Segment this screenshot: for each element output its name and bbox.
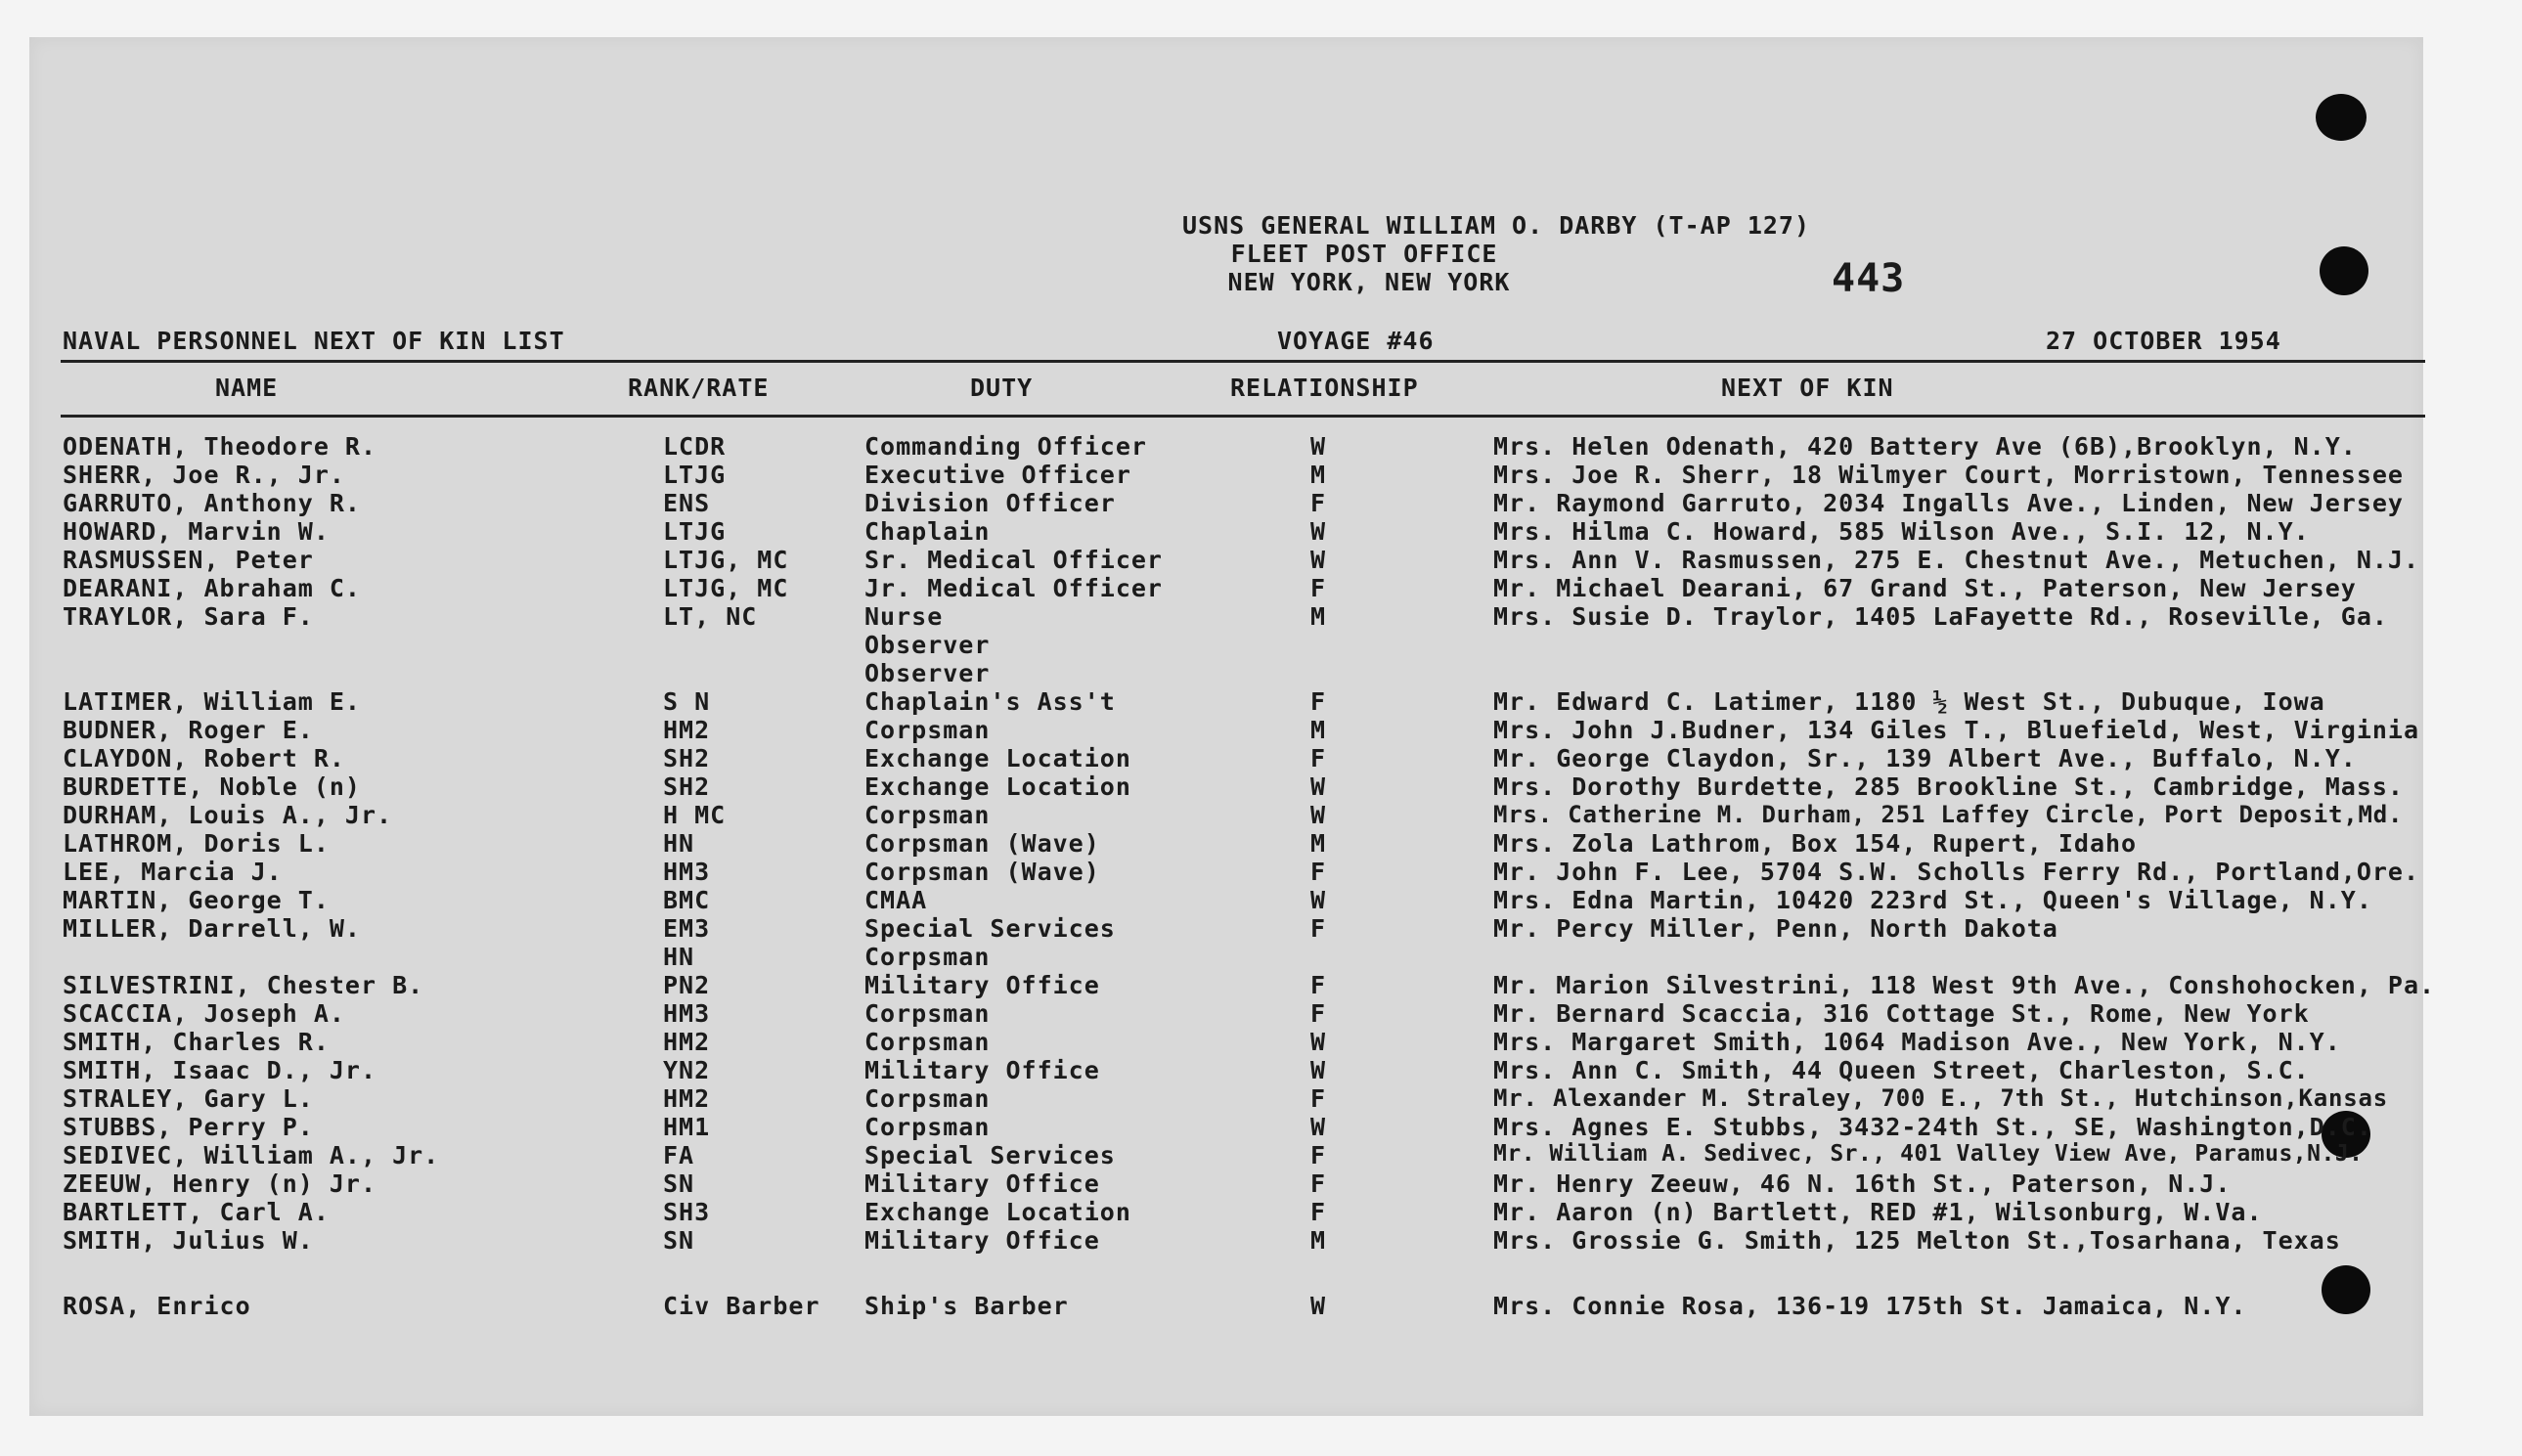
personnel-name: ROSA, Enrico: [63, 1292, 251, 1320]
next-of-kin: Mrs. Margaret Smith, 1064 Madison Ave., New York, N.Y.: [1493, 1028, 2341, 1056]
next-of-kin: Mr. Edward C. Latimer, 1180 ½ West St., Dubuque, Iowa: [1493, 687, 2325, 716]
rank-rate: LTJG, MC: [663, 574, 789, 602]
table-row: [0, 489, 2522, 518]
personnel-name: LEE, Marcia J.: [63, 858, 283, 886]
table-row: [0, 546, 2522, 575]
table-row: [0, 1141, 2522, 1170]
table-row: [0, 687, 2522, 717]
next-of-kin: Mrs. Grossie G. Smith, 125 Melton St.,Tosarhana, Texas: [1493, 1226, 2341, 1255]
table-row: [0, 631, 2522, 660]
table-row: [0, 1084, 2522, 1114]
table-row: [0, 574, 2522, 603]
personnel-name: STUBBS, Perry P.: [63, 1113, 314, 1141]
rank-rate: YN2: [663, 1056, 711, 1084]
personnel-name: SMITH, Charles R.: [63, 1028, 330, 1056]
rank-rate: SN: [663, 1226, 695, 1255]
rank-rate: ENS: [663, 489, 711, 517]
rank-rate: LT, NC: [663, 602, 758, 631]
column-header-relationship: RELATIONSHIP: [1230, 374, 1419, 402]
next-of-kin: Mrs. Hilma C. Howard, 585 Wilson Ave., S.I. 12, N.Y.: [1493, 517, 2310, 546]
duty: Division Officer: [864, 489, 1116, 517]
personnel-name: HOWARD, Marvin W.: [63, 517, 330, 546]
rank-rate: LTJG: [663, 517, 727, 546]
duty: Chaplain: [864, 517, 991, 546]
relationship: W: [1310, 886, 1327, 914]
duty: Corpsman: [864, 999, 991, 1028]
personnel-name: SCACCIA, Joseph A.: [63, 999, 345, 1028]
next-of-kin: Mrs. Agnes E. Stubbs, 3432-24th St., SE, Washington,D.C.: [1493, 1113, 2372, 1141]
personnel-name: RASMUSSEN, Peter: [63, 546, 314, 574]
personnel-name: GARRUTO, Anthony R.: [63, 489, 361, 517]
personnel-name: SMITH, Isaac D., Jr.: [63, 1056, 377, 1084]
next-of-kin: Mrs. Edna Martin, 10420 223rd St., Queen's Village, N.Y.: [1493, 886, 2372, 914]
next-of-kin: Mrs. Susie D. Traylor, 1405 LaFayette Rd., Roseville, Ga.: [1493, 602, 2388, 631]
duty: Corpsman (Wave): [864, 858, 1100, 886]
next-of-kin: Mr. Bernard Scaccia, 316 Cottage St., Rome, New York: [1493, 999, 2310, 1028]
table-row: [0, 1169, 2522, 1199]
rank-rate: BMC: [663, 886, 711, 914]
relationship: W: [1310, 801, 1327, 829]
table-row: [0, 999, 2522, 1029]
duty: CMAA: [864, 886, 928, 914]
relationship: M: [1310, 716, 1327, 744]
duty: Ship's Barber: [864, 1292, 1069, 1320]
duty: Sr. Medical Officer: [864, 546, 1163, 574]
rank-rate: HM3: [663, 999, 711, 1028]
personnel-name: SMITH, Julius W.: [63, 1226, 314, 1255]
duty: Corpsman: [864, 1113, 991, 1141]
rank-rate: SH2: [663, 744, 711, 772]
relationship: F: [1310, 744, 1327, 772]
relationship: W: [1310, 1028, 1327, 1056]
personnel-name: MARTIN, George T.: [63, 886, 330, 914]
relationship: W: [1310, 1056, 1327, 1084]
duty: Military Office: [864, 971, 1100, 999]
duty: Nurse: [864, 602, 944, 631]
table-row: [0, 602, 2522, 632]
relationship: W: [1310, 432, 1327, 461]
next-of-kin: Mrs. Connie Rosa, 136-19 175th St. Jamaica, N.Y.: [1493, 1292, 2247, 1320]
next-of-kin: Mr. Alexander M. Straley, 700 E., 7th St., Hutchinson,Kansas: [1493, 1084, 2388, 1112]
rank-rate: H MC: [663, 801, 727, 829]
next-of-kin: Mrs. Catherine M. Durham, 251 Laffey Circle, Port Deposit,Md.: [1493, 801, 2404, 828]
next-of-kin: Mrs. Zola Lathrom, Box 154, Rupert, Idaho: [1493, 829, 2138, 858]
next-of-kin: Mr. John F. Lee, 5704 S.W. Scholls Ferry Rd., Portland,Ore.: [1493, 858, 2420, 886]
next-of-kin: Mr. George Claydon, Sr., 139 Albert Ave., Buffalo, N.Y.: [1493, 744, 2357, 772]
personnel-name: ZEEUW, Henry (n) Jr.: [63, 1169, 377, 1198]
list-date: 27 OCTOBER 1954: [2046, 327, 2281, 355]
duty: Special Services: [864, 1141, 1116, 1169]
rank-rate: HM3: [663, 858, 711, 886]
table-row: [0, 1113, 2522, 1142]
duty: Corpsman: [864, 943, 991, 971]
duty: Military Office: [864, 1226, 1100, 1255]
table-row: [0, 1226, 2522, 1256]
duty: Corpsman: [864, 1028, 991, 1056]
table-row: [0, 914, 2522, 944]
next-of-kin: Mrs. Ann V. Rasmussen, 275 E. Chestnut Ave., Metuchen, N.J.: [1493, 546, 2420, 574]
relationship: F: [1310, 687, 1327, 716]
relationship: M: [1310, 602, 1327, 631]
rank-rate: SH2: [663, 772, 711, 801]
fleet-post-office: FLEET POST OFFICE: [1230, 240, 1498, 268]
relationship: F: [1310, 489, 1327, 517]
duty: Corpsman (Wave): [864, 829, 1100, 858]
table-row: [0, 971, 2522, 1000]
page-number: 443: [1832, 256, 1906, 301]
next-of-kin: Mr. Percy Miller, Penn, North Dakota: [1493, 914, 2058, 943]
table-row: [0, 1028, 2522, 1057]
next-of-kin: Mrs. Helen Odenath, 420 Battery Ave (6B),Brooklyn, N.Y.: [1493, 432, 2357, 461]
table-row: [0, 432, 2522, 462]
relationship: F: [1310, 914, 1327, 943]
list-title: NAVAL PERSONNEL NEXT OF KIN LIST: [63, 327, 565, 355]
duty: Special Services: [864, 914, 1116, 943]
personnel-name: BARTLETT, Carl A.: [63, 1198, 330, 1226]
next-of-kin: Mrs. Ann C. Smith, 44 Queen Street, Charleston, S.C.: [1493, 1056, 2310, 1084]
next-of-kin: Mr. Henry Zeeuw, 46 N. 16th St., Paterson, N.J.: [1493, 1169, 2232, 1198]
table-row: [0, 801, 2522, 830]
table-row: [0, 829, 2522, 859]
relationship: F: [1310, 971, 1327, 999]
rank-rate: HM2: [663, 716, 711, 744]
personnel-name: SILVESTRINI, Chester B.: [63, 971, 424, 999]
rank-rate: Civ Barber: [663, 1292, 820, 1320]
next-of-kin: Mrs. Joe R. Sherr, 18 Wilmyer Court, Morristown, Tennessee: [1493, 461, 2404, 489]
voyage-number: VOYAGE #46: [1277, 327, 1435, 355]
personnel-name: BURDETTE, Noble (n): [63, 772, 361, 801]
personnel-name: SHERR, Joe R., Jr.: [63, 461, 345, 489]
next-of-kin: Mrs. John J.Budner, 134 Giles T., Bluefield, West, Virginia: [1493, 716, 2420, 744]
relationship: F: [1310, 858, 1327, 886]
relationship: M: [1310, 1226, 1327, 1255]
duty: Corpsman: [864, 716, 991, 744]
table-row: [0, 1292, 2522, 1321]
table-row: [0, 1056, 2522, 1085]
header-rule-bottom: [61, 415, 2425, 418]
personnel-name: CLAYDON, Robert R.: [63, 744, 345, 772]
header-rule-top: [61, 360, 2425, 363]
city-line: NEW YORK, NEW YORK: [1227, 268, 1511, 296]
next-of-kin: Mr. William A. Sedivec, Sr., 401 Valley View Ave, Paramus,N.J.: [1493, 1141, 2364, 1167]
table-row: [0, 858, 2522, 887]
rank-rate: HM2: [663, 1084, 711, 1113]
duty: Jr. Medical Officer: [864, 574, 1163, 602]
table-row: [0, 659, 2522, 688]
personnel-name: MILLER, Darrell, W.: [63, 914, 361, 943]
relationship: F: [1310, 574, 1327, 602]
rank-rate: PN2: [663, 971, 711, 999]
table-row: [0, 886, 2522, 915]
duty: Chaplain's Ass't: [864, 687, 1116, 716]
duty: Exchange Location: [864, 772, 1131, 801]
next-of-kin: Mr. Michael Dearani, 67 Grand St., Paterson, New Jersey: [1493, 574, 2357, 602]
rank-rate: SH3: [663, 1198, 711, 1226]
personnel-name: TRAYLOR, Sara F.: [63, 602, 314, 631]
personnel-name: LATIMER, William E.: [63, 687, 361, 716]
duty: Observer: [864, 631, 991, 659]
rank-rate: SN: [663, 1169, 695, 1198]
punch-hole: [2316, 94, 2367, 141]
column-header-duty: DUTY: [970, 374, 1034, 402]
rank-rate: HN: [663, 829, 695, 858]
rank-rate: HN: [663, 943, 695, 971]
next-of-kin: Mr. Raymond Garruto, 2034 Ingalls Ave., Linden, New Jersey: [1493, 489, 2404, 517]
table-row: [0, 1198, 2522, 1227]
duty: Exchange Location: [864, 744, 1131, 772]
personnel-name: STRALEY, Gary L.: [63, 1084, 314, 1113]
relationship: W: [1310, 1113, 1327, 1141]
rank-rate: EM3: [663, 914, 711, 943]
rank-rate: HM1: [663, 1113, 711, 1141]
duty: Observer: [864, 659, 991, 687]
table-row: [0, 716, 2522, 745]
table-row: [0, 517, 2522, 547]
table-row: [0, 943, 2522, 972]
column-header-next-of-kin: NEXT OF KIN: [1721, 374, 1894, 402]
next-of-kin: Mr. Marion Silvestrini, 118 West 9th Ave., Conshohocken, Pa.: [1493, 971, 2436, 999]
rank-rate: HM2: [663, 1028, 711, 1056]
duty: Exchange Location: [864, 1198, 1131, 1226]
table-row: [0, 772, 2522, 802]
personnel-name: LATHROM, Doris L.: [63, 829, 330, 858]
relationship: W: [1310, 772, 1327, 801]
personnel-name: ODENATH, Theodore R.: [63, 432, 377, 461]
ship-title: USNS GENERAL WILLIAM O. DARBY (T-AP 127): [1181, 211, 1811, 240]
column-header-rank: RANK/RATE: [628, 374, 770, 402]
table-row: [0, 461, 2522, 490]
next-of-kin: Mrs. Dorothy Burdette, 285 Brookline St., Cambridge, Mass.: [1493, 772, 2404, 801]
personnel-name: SEDIVEC, William A., Jr.: [63, 1141, 440, 1169]
duty: Corpsman: [864, 801, 991, 829]
relationship: F: [1310, 999, 1327, 1028]
relationship: W: [1310, 1292, 1327, 1320]
relationship: M: [1310, 461, 1327, 489]
relationship: F: [1310, 1141, 1327, 1169]
rank-rate: LTJG: [663, 461, 727, 489]
column-header-name: NAME: [215, 374, 279, 402]
rank-rate: LTJG, MC: [663, 546, 789, 574]
next-of-kin: Mr. Aaron (n) Bartlett, RED #1, Wilsonburg, W.Va.: [1493, 1198, 2263, 1226]
personnel-name: BUDNER, Roger E.: [63, 716, 314, 744]
rank-rate: LCDR: [663, 432, 727, 461]
table-row: [0, 744, 2522, 773]
relationship: M: [1310, 829, 1327, 858]
personnel-name: DEARANI, Abraham C.: [63, 574, 361, 602]
relationship: W: [1310, 546, 1327, 574]
relationship: F: [1310, 1198, 1327, 1226]
rank-rate: S N: [663, 687, 711, 716]
duty: Corpsman: [864, 1084, 991, 1113]
duty: Military Office: [864, 1169, 1100, 1198]
duty: Commanding Officer: [864, 432, 1147, 461]
relationship: W: [1310, 517, 1327, 546]
duty: Executive Officer: [864, 461, 1131, 489]
relationship: F: [1310, 1084, 1327, 1113]
duty: Military Office: [864, 1056, 1100, 1084]
punch-hole: [2320, 246, 2368, 295]
personnel-name: DURHAM, Louis A., Jr.: [63, 801, 393, 829]
relationship: F: [1310, 1169, 1327, 1198]
rank-rate: FA: [663, 1141, 695, 1169]
